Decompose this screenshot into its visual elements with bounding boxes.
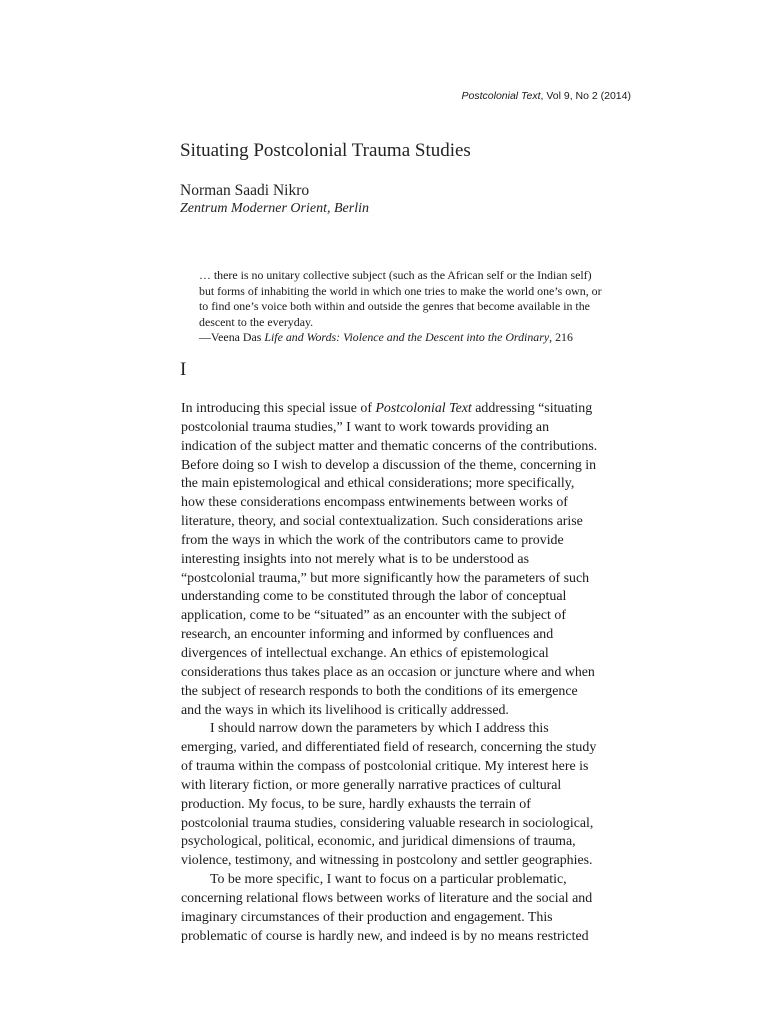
body-line: problematic of course is hardly new, and indeed is by no means restricted xyxy=(181,928,589,944)
body-line: production. My focus, to be sure, hardly exhausts the terrain of xyxy=(181,796,531,812)
author-name: Norman Saadi Nikro xyxy=(180,182,310,199)
epigraph-line: … there is no unitary collective subject (such as the African self or the Indian self) xyxy=(199,268,592,282)
body-line: the main epistemological and ethical considerations; more specifically, xyxy=(181,476,575,492)
body-line: indication of the subject matter and thematic concerns of the contributions. xyxy=(181,438,598,454)
body-line xyxy=(181,400,641,419)
body-line-text: In introducing this special issue of xyxy=(181,401,376,416)
body-line: postcolonial trauma studies, considering valuable research in sociological, xyxy=(181,815,594,831)
body-line: psychological, political, economic, and juridical dimensions of trauma, xyxy=(181,834,576,850)
body-line: research, an encounter informing and informed by confluences and xyxy=(181,627,554,643)
epigraph xyxy=(199,268,629,346)
body-line: with literary fiction, or more generally narrative practices of cultural xyxy=(181,777,562,793)
body-line: divergences of intellectual exchange. An ethics of epistemological xyxy=(181,645,549,661)
body-line: literature, theory, and social contextualization. Such considerations arise xyxy=(181,514,583,530)
body-line-text: addressing “situating xyxy=(471,401,593,416)
body-text xyxy=(181,400,641,946)
article-title: Situating Postcolonial Trauma Studies xyxy=(180,140,471,161)
body-line: violence, testimony, and witnessing in postcolony and settler geographies. xyxy=(181,853,593,869)
journal-name-inline: Postcolonial Text xyxy=(375,401,472,416)
epigraph-line: descent to the everyday. xyxy=(199,314,314,329)
body-line: imaginary circumstances of their production and engagement. This xyxy=(181,909,553,925)
body-line: emerging, varied, and differentiated field of research, concerning the study xyxy=(181,740,597,756)
body-line: application, come to be “situated” as an encounter with the subject of xyxy=(181,608,566,624)
body-line: “postcolonial trauma,” but more significantly how the parameters of such xyxy=(181,570,590,586)
body-line: Before doing so I wish to develop a discussion of the theme, concerning in xyxy=(181,457,597,473)
journal-reference xyxy=(462,90,631,102)
body-line: I should narrow down the parameters by which I address this xyxy=(210,721,549,737)
body-line: of trauma within the compass of postcolonial critique. My interest here is xyxy=(181,759,589,775)
body-line: To be more specific, I want to focus on a particular problematic, xyxy=(210,872,567,888)
body-line: and the ways in which its livelihood is critically addressed. xyxy=(181,702,509,718)
author-affiliation: Zentrum Moderner Orient, Berlin xyxy=(180,201,369,216)
body-line: from the ways in which the work of the contributors came to provide xyxy=(181,532,564,548)
attribution-book-title: Life and Words: Violence and the Descent into the Ordinary xyxy=(264,330,550,344)
body-line: considerations thus takes place as an occasion or juncture where and when xyxy=(181,664,595,680)
body-line: how these considerations encompass entwinements between works of xyxy=(181,495,568,511)
body-line: understanding come to be constituted through the labor of conceptual xyxy=(181,589,567,605)
attribution-prefix: —Veena Das xyxy=(199,330,265,344)
body-line: concerning relational flows between works of literature and the social and xyxy=(181,890,593,906)
journal-issue: , Vol 9, No 2 (2014) xyxy=(540,90,631,102)
attribution-page: , 216 xyxy=(549,330,573,344)
body-line: interesting insights into not merely what is to be understood as xyxy=(181,551,529,567)
journal-name: Postcolonial Text xyxy=(461,90,541,102)
body-line: postcolonial trauma studies,” I want to work towards providing an xyxy=(181,419,550,435)
body-line: the subject of research responds to both the conditions of its emergence xyxy=(181,683,578,699)
epigraph-attribution xyxy=(199,330,629,346)
epigraph-line: but forms of inhabiting the world in which one tries to make the world one’s own, or xyxy=(199,283,602,298)
epigraph-line: to find one’s voice both within and outside the genres that become available in the xyxy=(199,299,590,313)
section-number: I xyxy=(180,359,187,380)
